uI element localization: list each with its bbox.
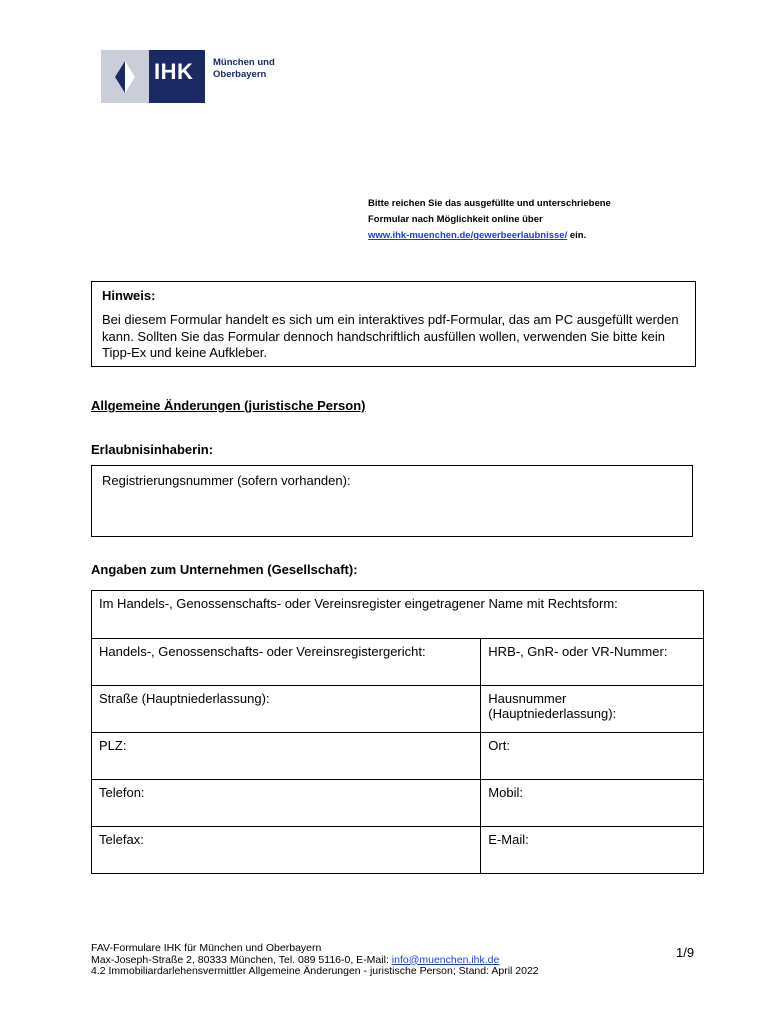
logo-text: IHK xyxy=(154,59,194,84)
company-name-field[interactable] xyxy=(92,591,704,639)
housenumber-field[interactable] xyxy=(481,686,704,733)
instructions-suffix: ein. xyxy=(567,230,587,241)
mobile-label: Mobil: xyxy=(488,785,523,800)
mobile-field[interactable] xyxy=(481,780,704,827)
register-court-field[interactable] xyxy=(92,639,481,686)
page-footer xyxy=(91,943,539,978)
section-title-main: Allgemeine Änderungen (juristische Person) xyxy=(91,398,366,413)
permit-holder-title: Erlaubnisinhaberin: xyxy=(91,442,214,457)
phone-field[interactable] xyxy=(92,780,481,827)
street-label: Straße (Hauptniederlassung): xyxy=(99,691,270,706)
email-label: E-Mail: xyxy=(488,832,529,847)
registration-number-field[interactable] xyxy=(91,465,693,537)
hinweis-title: Hinweis: xyxy=(102,288,156,303)
footer-line3: 4.2 Immobiliardarlehensvermittler Allgemeine Änderungen - juristische Person; Stand: April 2022 xyxy=(91,965,539,977)
fax-label: Telefax: xyxy=(99,832,144,847)
city-field[interactable] xyxy=(481,733,704,780)
zip-label: PLZ: xyxy=(99,738,127,753)
instructions-line2: Formular nach Möglichkeit online über xyxy=(368,214,543,225)
submission-instructions xyxy=(368,196,611,244)
page-number: 1/9 xyxy=(676,945,695,960)
zip-field[interactable] xyxy=(92,733,481,780)
email-field[interactable] xyxy=(481,827,704,874)
logo-subtitle xyxy=(213,57,275,81)
housenumber-label: Hausnummer (Hauptniederlassung): xyxy=(488,691,617,721)
company-name-label: Im Handels-, Genossenschafts- oder Vereinsregister eingetragener Name mit Rechtsform: xyxy=(99,596,618,611)
logo-diamond-icon xyxy=(115,61,135,93)
footer-line1: FAV-Formulare IHK für München und Oberbayern xyxy=(91,942,322,954)
city-label: Ort: xyxy=(488,738,510,753)
register-number-label: HRB-, GnR- oder VR-Nummer: xyxy=(488,644,668,659)
instructions-line1: Bitte reichen Sie das ausgefüllte und unterschriebene xyxy=(368,198,611,209)
registration-number-label: Registrierungsnummer (sofern vorhanden): xyxy=(102,473,351,488)
footer-email-link[interactable]: info@muenchen.ihk.de xyxy=(391,953,500,966)
phone-label: Telefon: xyxy=(99,785,145,800)
footer-address: Max-Joseph-Straße 2, 80333 München, Tel. 089 5116-0, E-Mail: xyxy=(91,953,392,966)
hinweis-text: Bei diesem Formular handelt es sich um ein interaktives pdf-Formular, das am PC ausgefüllt werden kann. Sollten Sie das Formular dennoch handschriftlich ausfüllen wollen, verwenden Sie bitte kein Tipp-Ex und keine Aufkleber. xyxy=(102,312,679,360)
logo-blue-panel xyxy=(149,50,205,103)
hinweis-box xyxy=(91,281,696,367)
register-number-field[interactable] xyxy=(481,639,704,686)
company-form-table xyxy=(91,590,704,874)
logo-subtitle-line1: München und xyxy=(213,57,275,68)
register-court-label: Handels-, Genossenschafts- oder Vereinsregistergericht: xyxy=(99,644,426,659)
company-title: Angaben zum Unternehmen (Gesellschaft): xyxy=(91,562,358,577)
street-field[interactable] xyxy=(92,686,481,733)
logo-subtitle-line2: Oberbayern xyxy=(213,69,267,80)
instructions-line3 xyxy=(368,228,611,244)
ihk-logo xyxy=(101,50,205,103)
fax-field[interactable] xyxy=(92,827,481,874)
gewerbeerlaubnisse-link[interactable]: www.ihk-muenchen.de/gewerbeerlaubnisse/ xyxy=(368,230,568,241)
